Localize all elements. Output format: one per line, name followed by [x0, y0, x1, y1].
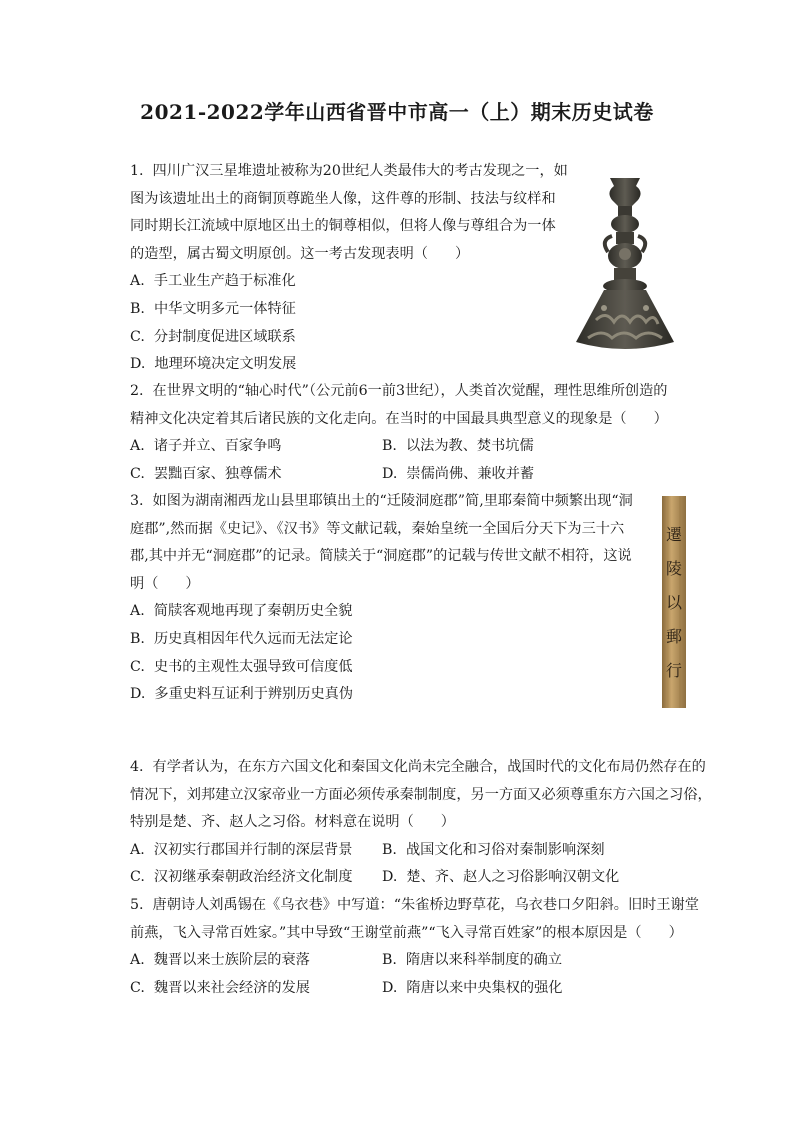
question-5 [130, 892, 699, 1002]
slip-character: 以 [665, 593, 682, 612]
question-2 [130, 378, 668, 488]
option-a: A. 简牍客观地再现了秦朝历史全貌 [130, 603, 353, 620]
slip-character: 郵 [665, 627, 682, 646]
question-stem-line: 庭郡”,然而据《史记》、《汉书》等文献记载，秦始皇统一全国后分天下为三十六 [130, 520, 625, 537]
options-grid [130, 947, 699, 1002]
question-stem-line: 情况下，刘邦建立汉家帝业一方面必须传承秦制制度，另一方面又必须尊重东方六国之习俗， [130, 786, 712, 803]
bronze-zun-figure-icon [566, 170, 684, 356]
question-1 [130, 158, 568, 379]
option-b: B. 以法为教、焚书坑儒 [382, 438, 534, 455]
question-stem-line: 前燕，飞入寻常百姓家。”其中导致“王谢堂前燕”“飞入寻常百姓家”的根本原因是（ ） [130, 924, 683, 941]
option-b: B. 历史真相因年代久远而无法定论 [130, 630, 353, 647]
option-b: B. 隋唐以来科举制度的确立 [382, 952, 563, 969]
option-c: C. 史书的主观性太强导致可信度低 [130, 658, 353, 675]
option-b: B. 战国文化和习俗对秦制影响深刻 [382, 841, 605, 858]
slip-character: 行 [665, 661, 682, 680]
slip-character: 遷 [665, 525, 682, 544]
option-a: A. 手工业生产趋于标准化 [130, 273, 296, 290]
question-stem-line: 明（ ） [130, 575, 200, 592]
option-d: D. 楚、齐、赵人之习俗影响汉朝文化 [382, 869, 620, 886]
bamboo-slip-icon [660, 496, 688, 708]
option-a: A. 汉初实行郡国并行制的深层背景 [130, 841, 353, 858]
question-stem-line: 1. 四川广汉三星堆遗址被称为20世纪人类最伟大的考古发现之一，如 [130, 163, 568, 179]
page-title: 2021-2022学年山西省晋中市高一（上）期末历史试卷 [140, 100, 654, 124]
option-c: C. 罢黜百家、独尊儒术 [130, 465, 282, 482]
question-stem-line: 同时期长江流域中原地区出土的铜尊相似，但将人像与尊组合为一体 [130, 218, 556, 235]
options-grid [130, 433, 668, 488]
option-d: D. 地理环境决定文明发展 [130, 356, 297, 373]
question-4 [130, 754, 712, 892]
option-c: C. 分封制度促进区域联系 [130, 328, 296, 345]
question-stem-line: 精神文化决定着其后诸民族的文化走向。在当时的中国最具典型意义的现象是（ ） [130, 410, 668, 427]
option-c: C. 魏晋以来社会经济的发展 [130, 979, 310, 996]
question-stem-line: 3. 如图为湖南湘西龙山县里耶镇出土的“迁陵洞庭郡”简,里耶秦简中频繁出现“洞 [130, 493, 633, 509]
option-b: B. 中华文明多元一体特征 [130, 300, 296, 317]
question-stem-line: 特别是楚、齐、赵人之习俗。材料意在说明（ ） [130, 814, 455, 831]
options-grid [130, 837, 712, 892]
question-stem-line: 4. 有学者认为，在东方六国文化和秦国文化尚未完全融合，战国时代的文化布局仍然存在的 [130, 759, 706, 775]
option-d: D. 隋唐以来中央集权的强化 [382, 979, 563, 996]
question-3 [130, 488, 633, 709]
question-stem-line: 2. 在世界文明的“轴心时代”（公元前6一前3世纪），人类首次觉醒，理性思维所创造的 [130, 383, 668, 399]
option-a: A. 诸子并立、百家争鸣 [130, 438, 282, 455]
option-c: C. 汉初继承秦朝政治经济文化制度 [130, 869, 353, 886]
option-a: A. 魏晋以来士族阶层的衰落 [130, 952, 310, 969]
question-stem-line: 图为该遗址出土的商铜顶尊跪坐人像，这件尊的形制、技法与纹样和 [130, 190, 556, 207]
slip-character: 陵 [665, 559, 682, 578]
option-d: D. 崇儒尚佛、兼收并蓄 [382, 465, 535, 482]
question-stem-line: 5. 唐朝诗人刘禹锡在《乌衣巷》中写道：“朱雀桥边野草花，乌衣巷口夕阳斜。旧时王谢堂 [130, 897, 699, 913]
question-stem-line: 的造型，属古蜀文明原创。这一考古发现表明（ ） [130, 245, 470, 262]
question-stem-line: 郡,其中并无“洞庭郡”的记录。简牍关于“洞庭郡”的记载与传世文献不相符，这说 [130, 548, 632, 565]
option-d: D. 多重史料互证利于辨别历史真伪 [130, 686, 354, 703]
